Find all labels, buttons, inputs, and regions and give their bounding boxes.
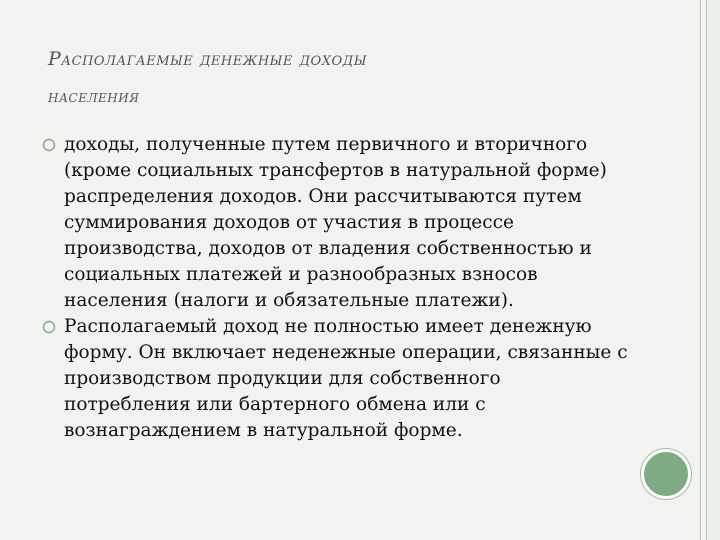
edge-rule-right (706, 0, 707, 540)
bullet-item-2 (40, 314, 630, 444)
bullet-text-1: доходы, полученные путем первичного и вторичного (кроме социальных трансфертов в натуральной форме) распределения доходов. Они рассчитываются путем суммирования доходов от участия в процессе производства, доходов от владения собственностью и социальных платежей и разнообразных взносов населения (налоги и обязательные платежи). (64, 134, 607, 311)
bullet-list (40, 132, 630, 444)
hollow-circle-bullet-icon (42, 138, 56, 152)
green-circle-decoration (641, 449, 691, 499)
bullet-text-2: Располагаемый доход не полностью имеет денежную форму. Он включает неденежные операции, связанные с производством продукции для собственного потребления или бартерного обмена или с вознаграждением в натуральной форме. (64, 316, 628, 441)
slide-title (48, 40, 668, 116)
title-line-2: населения (48, 87, 140, 107)
bullet-item-1 (40, 132, 630, 314)
hollow-circle-bullet-icon (42, 320, 56, 334)
edge-band (707, 0, 720, 540)
title-line-1: Располагаемые денежные доходы (48, 48, 367, 70)
edge-rule-left (700, 0, 701, 540)
